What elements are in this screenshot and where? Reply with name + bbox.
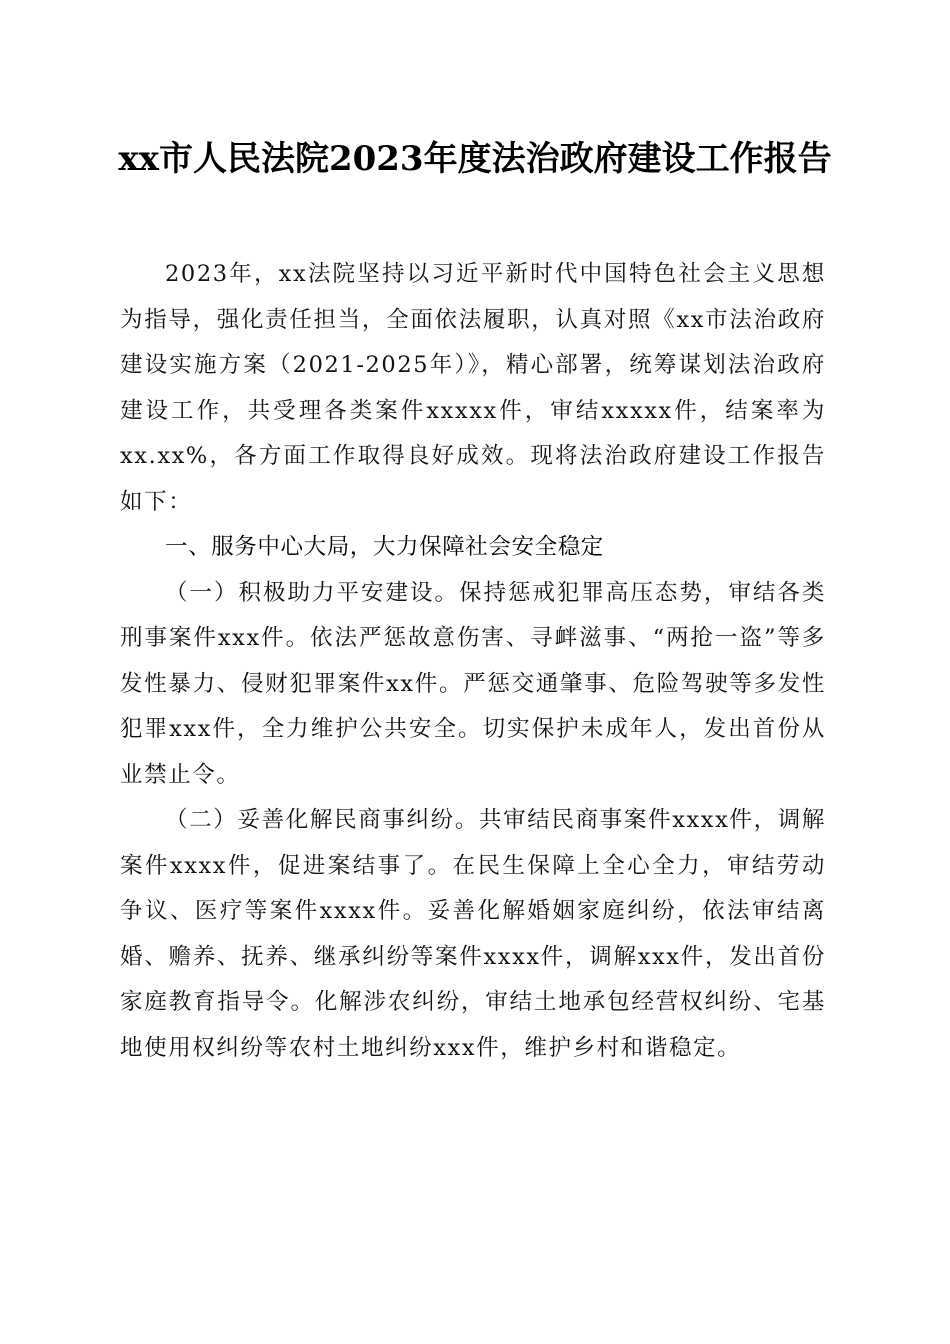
document-title: xx市人民法院2023年度法治政府建设工作报告	[118, 139, 832, 179]
intro-paragraph: 2023年，xx法院坚持以习近平新时代中国特色社会主义思想为指导，强化责任担当，全面依法履职，认真对照《xx市法治政府建设实施方案（2021-2025年）》，精心部署，统筹谋划法治政府建设工作，共受理各类案件xxxxx件，审结xxxxx件，结案率为xx.xx%，各方面工作取得良好成效。现将法治政府建设工作报告如下：	[120, 261, 826, 515]
document-body	[120, 252, 826, 1071]
subsection-paragraph-1: （一）积极助力平安建设。保持惩戒犯罪高压态势，审结各类刑事案件xxx件。依法严惩故意伤害、寻衅滋事、“两抢一盗”等多发性暴力、侵财犯罪案件xx件。严惩交通肇事、危险驾驶等多发性犯罪xxx件，全力维护公共安全。切实保护未成年人，发出首份从业禁止令。	[120, 579, 826, 788]
subsection-paragraph-2: （二）妥善化解民商事纠纷。共审结民商事案件xxxx件，调解案件xxxx件，促进案结事了。在民生保障上全心全力，审结劳动争议、医疗等案件xxxx件。妥善化解婚姻家庭纠纷，依法审结离婚、赡养、抚养、继承纠纷等案件xxxx件，调解xxx件，发出首份家庭教育指导令。化解涉农纠纷，审结土地承包经营权纠纷、宅基地使用权纠纷等农村土地纠纷xxx件，维护乡村和谐稳定。	[120, 807, 826, 1061]
section-heading: 一、服务中心大局，大力保障社会安全稳定	[165, 534, 604, 560]
